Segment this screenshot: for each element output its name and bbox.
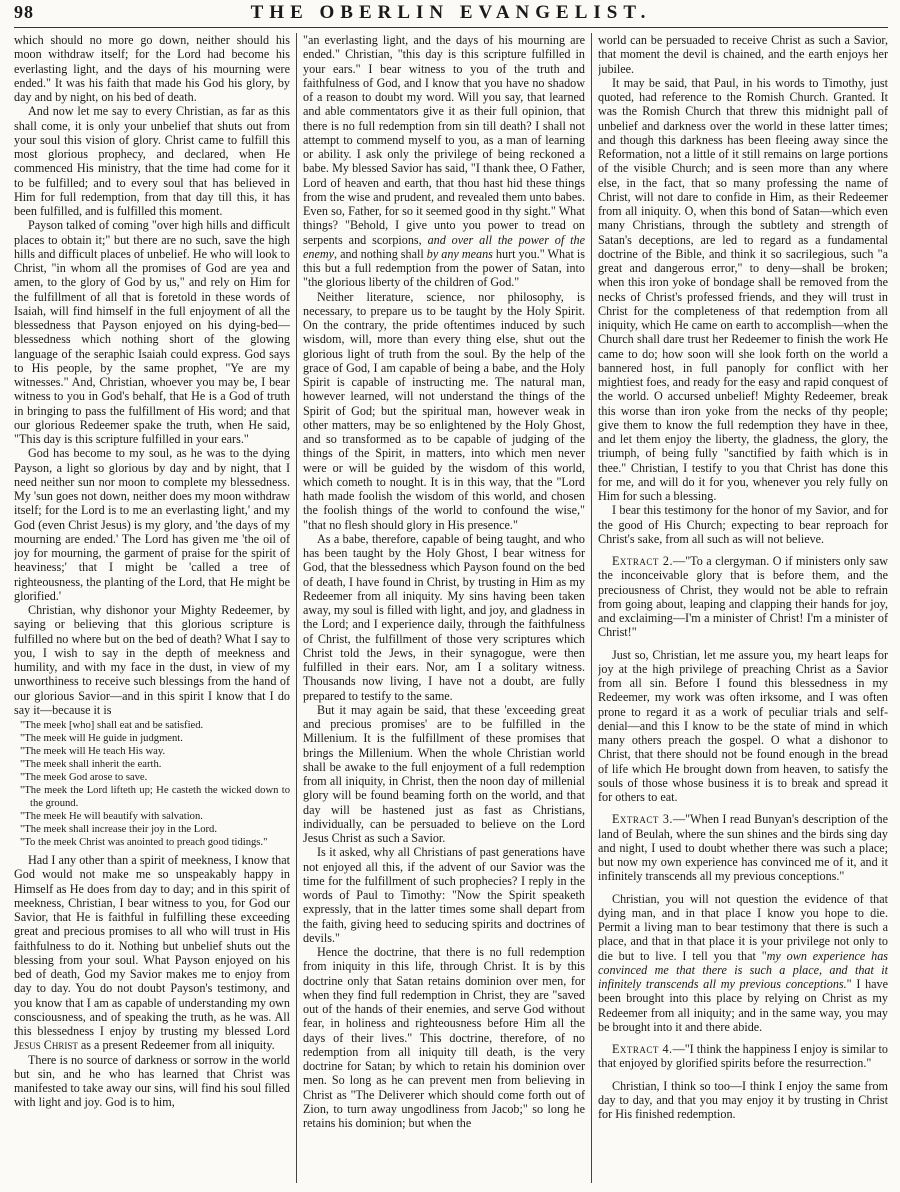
paragraph: which should no more go down, neither should his moon withdraw itself; for the Lord had become his everlasting light, and the days of his mourning were ended." It was his faith that made his God his glory, by day and by night, on his bed of death. (14, 33, 290, 104)
paragraph (598, 892, 888, 1035)
extract-label: Extract 2. (612, 554, 674, 568)
quote-line: "The meek [who] shall eat and be satisfied. (20, 720, 204, 731)
extract-label: Extract 4. (612, 1042, 673, 1056)
paragraph: I bear this testimony for the honor of my Savior, and for the good of His Church; expecting to bear reproach for Christ's sake, from all such as will not believe. (598, 503, 888, 546)
paragraph: But it may again be said, that these 'exceeding great and precious promises' are to be fulfilled in the Millenium. It is the fulfillment of these promises that brings the Millenium. When the whole Christian world shall be awake to the full enjoyment of a full redemption from all iniquity, in Christ, then the noon day of millenial glory will be found beaming forth on the world, and that day will be hastened just as fast as Christians, individually, can be persuaded to believe on the Lord Jesus Christ as such a Savior. (303, 702, 585, 845)
extract-4 (598, 1042, 888, 1071)
paragraph: Just so, Christian, let me assure you, my heart leaps for joy at the high privilege of preaching Christ as a Savior from all sin. Before I found this blessedness in my Redeemer, my work was often irksome, and I was often prone to regard it as a work of peculiar trials and self-denial—and this I know to be the state of mind in which many others preach the gospel. O what a dishonor to Christ, that there should not be found enough in the bread of life which He brought down from heaven, to satisfy the souls of those whose business it is to break and spread it for others to eat. (598, 647, 888, 804)
paragraph: There is no source of darkness or sorrow in the world but sin, and he who has learned that Christ was manifested to take away our sins, will find his soul filled with light and joy. God is to him, (14, 1052, 290, 1110)
column-divider (296, 33, 297, 1183)
page-number: 98 (14, 2, 34, 22)
journal-title: THE OBERLIN EVANGELIST. (250, 2, 652, 23)
paragraph: It may be said, that Paul, in his words to Timothy, just quoted, had reference to the Romish Church. Granted. It was the Romish Church that threw this midnight pall of unbelief and darkness over the world in these latter times; and though this darkness has been fleeing away since the Reformation, not a little of it still remains on large portions of the visible Church; and is seen more than any where else, in the fact, that so many professing the name of Christ, will not dare to confide in Him, as their Redeemer from all iniquity. O, when this bond of Satan—which even many Christians, through the subtlety and strength of Satan's deceptions, are led to regard as a fundamental doctrine of the Bible, and think it so sacrilegious, such "a great and dangerous error," to deny—shall be broken; when this iron yoke of bondage shall be removed from the necks of Christ's professed friends, and they will trust in Christ for the completeness of that redemption from all iniquity, which He came on earth to accomplish—when the Church shall dare trust her Redeemer to finish the work He came to do; how soon will she look forth on the world a bannered host, in full panoply for conflict with her mightiest foes, and ready for the easy and rapid conquest of the world. O accursed unbelief! Mighty Redeemer, break this worse than iron yoke from the necks of thy people; give them to know the full redemption they have in thee, and let them enjoy the liberty, the gladness, the glory, the triumph, of being fully "sanctified by faith which is in thee." Christian, I testify to you that Christ has done this for me, and will do it for you, whenever you rely fully on Him for such a blessing. (598, 75, 888, 503)
text-run: —"When I read Bunyan's description of the land of Beulah, where the sun shines and the birds sing day and night, I used to doubt whether there was such a place; but now my own experience has convinced me of it, and it infinitely transcends all my previous conceptions." (598, 812, 888, 884)
paragraph: Hence the doctrine, that there is no full redemption from iniquity in this life, through Christ. It is by this doctrine only that Satan retains dominion over men, for when they find full redemption in Christ, they are "saved out of the hands of their enemies, and serve God without fear, in holiness and righteousness before Him all the days of their lives." This doctrine, therefore, of no redemption from all iniquity till death, is the very doctrine for Satan; by which to retain his dominion over men. So long as he can prevent men from believing in Christ as "The Deliverer which should come forth out of Zion, to turn away ungodliness from Jacob;" so long he retains his dominion; but when the (303, 945, 585, 1130)
quote-line: "The meek will He teach His way. (20, 746, 166, 757)
paragraph (303, 33, 585, 290)
italic-run: my own experience has convinced me that there is such a place, and that it infinitely transcends all my previous conceptions. (598, 948, 888, 991)
header-rule (14, 27, 888, 28)
text-run: Christian, you will not question the evidence of that dying man, and in that place I know you hope to die. Permit a living man to bear testimony that there is such a place, and that in that place it is your privilege not only to die but to live. I tell you that " (598, 891, 888, 963)
quote-line: "The meek shall inherit the earth. (20, 759, 162, 770)
text-run: "an everlasting light, and the days of his mourning are ended." Christian, "this day is this scripture fulfilled in your ears." I bear witness to you of the truth and faithfulness of God, and I know that you have no shadow of a reason to doubt my word. Will you say, that learned and able commentators give it as their full opinion, that there is no full redemption from sin till death? I shall not attempt to commend myself to you, as a man of learning or ability. I ask only the privilege of being reckoned a babe. My blessed Savior has said, "I thank thee, O Father, Lord of heaven and earth, that thou hast hid these things from the wise and prudent, and revealed them unto babes. Even so, Father, for so it seemed good in thy sight." What things? "Behold, I give unto you power to tread on serpents and scorpions, (303, 33, 585, 247)
text-run: " I have been brought into this place by relying on Christ as my Redeemer from all iniquity; and in the same way, you may be brought into it and there abide. (598, 977, 888, 1034)
paragraph: And now let me say to every Christian, as far as this shall come, it is only your unbelief that shuts out from your soul this vision of glory. Christ came to fulfill this most glorious prophecy, and declared, when He commenced His ministry, that the time had come for it to be fulfilled; and to every soul that has believed in Him for full redemption, from that day till this, it has been fulfilled, and is fulfilled this moment. (14, 104, 290, 218)
quote-line: "To the meek Christ was anointed to preach good tidings." (20, 837, 268, 848)
paragraph: Neither literature, science, nor philosophy, is necessary, to prepare us to be taught by the Holy Spirit. On the contrary, the pride oftentimes induced by such wisdom, will, more than every thing else, shut out the glorious light of truth from the soul. By the help of the grace of God, I am capable of being a babe, and the Holy Spirit is capable of instructing me. The natural man, however learned, will not understand the things of the Spirit of God; but the spiritual man, however weak in other matters, may be so enlightened by the Holy Ghost, and so transformed as to be capable of judging of the things of the Spirit, in matters, into which men never were or will be guided by the wisdom of this world, which cometh to nought. It is in this way, that the "Lord hath made foolish the wisdom of this world, and chosen the foolish things of the world to confound the wise," "that no flesh should glory in His presence." (303, 289, 585, 532)
paragraph: Christian, why dishonor your Mighty Redeemer, by saying or believing that this glorious scripture is fulfilled no where but on the bed of death? What I say to you, I wish to say in the depth of meekness and humility, and with my face in the dust, in view of my unworthiness to receive such blessings from the hand of our glorious Savior—and in this spirit I know that I do say it—because it is (14, 603, 290, 717)
quote-line: "The meek the Lord lifteth up; He casteth the wicked down to the ground. (20, 785, 290, 809)
paragraph: Payson talked of coming "over high hills and difficult places to obtain it;" but there are no such, save the high hills and difficult places of unbelief. He who will look to Christ, "in whom all the promises of God are yea and amen, to the glory of God by us," and rely on Him for the fulfillment of all that is foretold in these words of Isaiah, will find himself in the full enjoyment of all the blessedness that Payson enjoyed on his dying-bed—blessedness which nothing short of the glowing language of the seraphic Isaiah could express. God says to His people, by the same prophet, "Ye are my witnesses." And, Christian, whoever you may be, I bear witness to you in God's behalf, that He is a God of truth in bringing to pass the fulfillment of His word; and that our glorious Redeemer spake the truth, when He said, "This day is this scripture fulfilled in your ears." (14, 218, 290, 446)
extract-label: Extract 3. (612, 812, 673, 827)
quote-line: "The meek shall increase their joy in the Lord. (20, 824, 218, 835)
text-run: hurt you." What is this but a full redemption from the power of Satan, into "the glorious liberty of the children of God." (303, 246, 585, 290)
column-3 (598, 33, 888, 1185)
text-run: —"I think the happiness I enjoy is similar to that enjoyed by glorified spirits before the resurrection." (598, 1042, 888, 1071)
name-smallcaps: Jesus Christ (14, 1038, 78, 1053)
meek-quote-list (20, 719, 290, 849)
quote-line: "The meek will He guide in judgment. (20, 733, 183, 744)
extract-3 (598, 812, 888, 883)
column-divider (591, 33, 592, 1183)
paragraph: world can be persuaded to receive Christ as such a Savior, that moment the devil is chained, and the earth enjoys her jubilee. (598, 33, 888, 76)
extract-2 (598, 554, 888, 640)
paragraph: God has become to my soul, as he was to the dying Payson, a light so glorious by day and by night, that I need neither sun nor moon to complete my blessedness. My 'sun goes not down, neither does my moon withdraw itself; for the Lord is to me an everlasting light,' and my God (even Christ Jesus) is my glory, and 'the days of my mourning are ended.' The Lord has given me 'the oil of joy for mourning, the garment of praise for the spirit of heaviness;' that I might be 'called a tree of righteousness, the planting of the Lord, that He might be glorified.' (14, 446, 290, 603)
italic-run: and over all the power of the enemy (303, 232, 585, 261)
paragraph (14, 853, 290, 1053)
masthead (14, 2, 888, 26)
quote-line: "The meek God arose to save. (20, 772, 148, 783)
paragraph: As a babe, therefore, capable of being taught, and who has been taught by the Holy Ghost, I bear witness for God, that the blessedness which Payson found on the bed of death, I have found in Christ, by trusting in Him as my Redeemer from all iniquity. My sins having been taken away, my soul is filled with light, and joy, and gladness in the Lord; and I experience daily, through the faithfulness of Christ, the fulfillment of those very scriptures which Christ told the Jews, in their synagogue, were then fulfilled in their ears. Nor, am I a solitary witness. Thousands now living, I have not a doubt, are fully prepared to testify to the same. (303, 531, 585, 703)
italic-run: by any means (426, 246, 493, 261)
paragraph: Is it asked, why all Christians of past generations have not enjoyed all this, if the advent of our Savior was the time for the fulfillment of such prophecies? I reply in the words of Paul to Timothy: "Now the Spirit speaketh expressly, that in the latter times some shall depart from the faith, giving heed to seducing spirits and doctrines of devils." (303, 845, 585, 945)
paragraph: Christian, I think so too—I think I enjoy the same from day to day, and that you may enjoy it by trusting in Christ for His finished redemption. (598, 1078, 888, 1121)
column-1 (14, 33, 290, 1185)
column-2 (303, 33, 585, 1185)
text-run: Had I any other than a spirit of meekness, I know that God would not make me so unspeakably happy in Himself as He does from day to day; and in this spirit of meekness, Christian, I bear witness to you, for God our Savior, that He is faithful in fulfilling these exceeding great and precious promises to all who will trust in His faithfulness to do it. Nothing but unbelief shuts out the blessing from your soul. What Payson enjoyed on his bed of death, God my Savior makes me to enjoy from day to day. You do not doubt Payson's testimony, and you know that I am as capable of understanding my own consciousness, and of speaking the truth, as he was. All this blessedness I enjoy by trusting my blessed Lord (14, 853, 290, 1038)
quote-line: "The meek He will beautify with salvation. (20, 811, 203, 822)
text-run: as a present Redeemer from all iniquity. (77, 1038, 275, 1053)
text-run: —"To a clergyman. O if ministers only saw the inconceivable glory that is before them, and the preciousness of Christ, they would not be able to refrain from going about, leaping and clapping their hands for joy, and exclaiming—I'm a minister of Christ! I'm a minister of Christ!" (598, 554, 888, 640)
text-run: , and nothing shall (334, 246, 427, 261)
